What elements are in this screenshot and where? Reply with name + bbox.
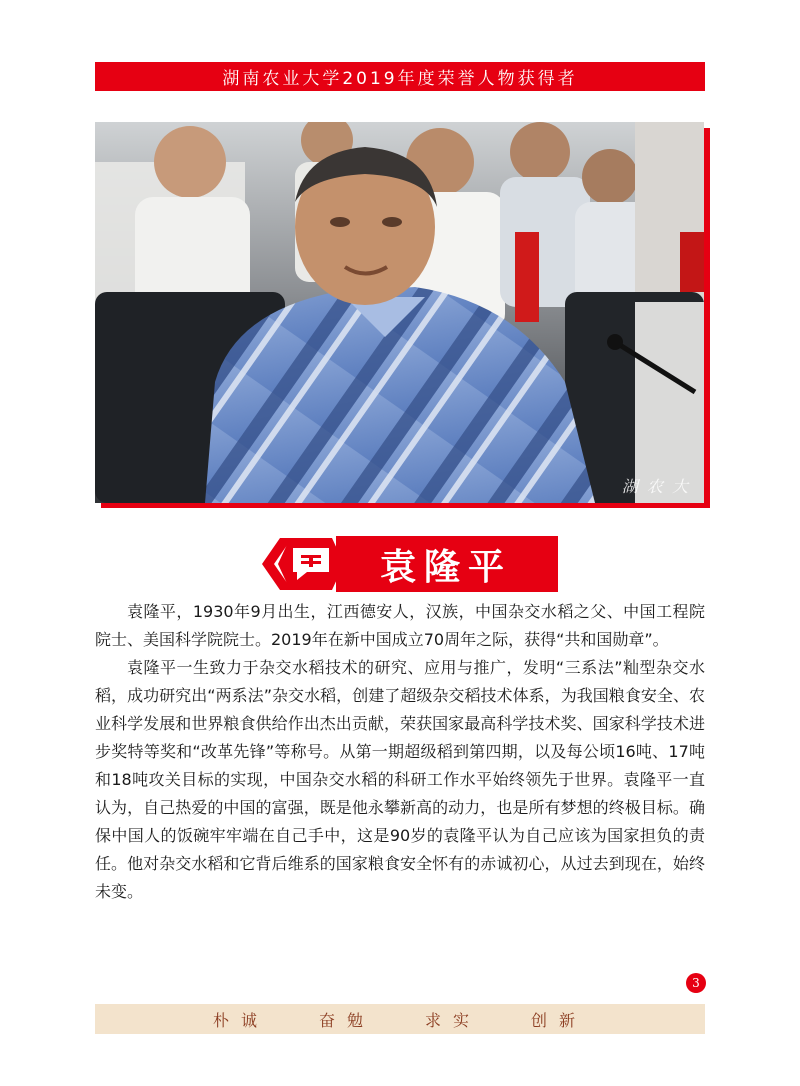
- footer-motto-bar: [95, 1004, 705, 1034]
- header-title: 湖南农业大学2019年度荣誉人物获得者: [222, 69, 578, 89]
- speech-bubble-icon: [289, 544, 333, 584]
- motto-word-2: 奋勉: [318, 1010, 375, 1030]
- motto-word-1: 朴诚: [212, 1010, 269, 1030]
- bio-paragraph-2: 袁隆平一生致力于杂交水稻技术的研究、应用与推广，发明“三系法”籼型杂交水稻，成功研究出“两系法”杂交水稻，创建了超级杂交稻技术体系，为我国粮食安全、农业科学发展和世界粮食供给作出杰出贡献，荣获国家最高科学技术奖、国家科学技术进步奖特等奖和“改革先锋”等称号。从第一期超级稻到第四期，以及每公顷16吨、17吨和18吨攻关目标的实现，中国杂交水稻的科研工作水平始终领先于世界。袁隆平一直认为，自己热爱的中国的富强，既是他永攀新高的动力，也是所有梦想的终极目标。确保中国人的饭碗牢牢端在自己手中，这是90岁的袁隆平认为自己应该为国家担负的责任。他对杂交水稻和它背后维系的国家粮食安全怀有的赤诚初心，从过去到现在，始终未变。: [95, 658, 705, 901]
- portrait-photo: [95, 122, 704, 503]
- motto-word-4: 创新: [531, 1010, 588, 1030]
- profile-name: 袁隆平: [379, 546, 512, 588]
- name-banner: [240, 532, 560, 596]
- bio-paragraph-1: 袁隆平，1930年9月出生，江西德安人，汉族，中国杂交水稻之父、中国工程院院士、美国科学院院士。2019年在新中国成立70周年之际，获得“共和国勋章”。: [95, 602, 705, 649]
- motto-word-3: 求实: [425, 1010, 482, 1030]
- photo-watermark: 湖 农 大: [621, 477, 690, 496]
- portrait-illustration: [95, 122, 704, 503]
- header-banner: [95, 62, 705, 91]
- biography: [95, 598, 705, 906]
- page-number: 3: [686, 973, 706, 993]
